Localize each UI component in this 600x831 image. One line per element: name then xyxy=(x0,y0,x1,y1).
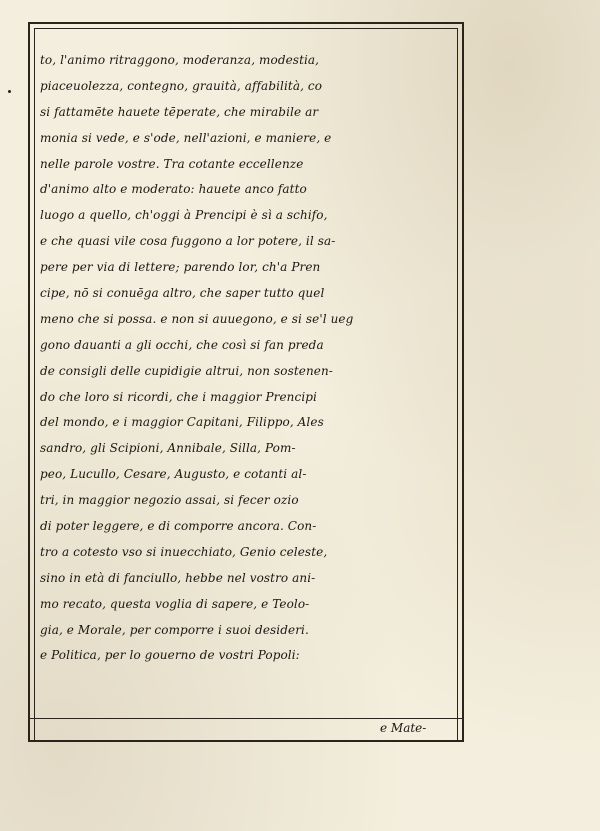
text-bottom-rule xyxy=(28,718,464,719)
text-line: sino in età di fanciullo, hebbe nel vostro ani- xyxy=(40,570,316,585)
frame-bottom-rule xyxy=(28,740,464,742)
margin-mark xyxy=(8,90,11,93)
text-line: do che loro si ricordi, che i maggior Prencipi xyxy=(40,389,317,404)
text-line: pere per via di lettere; parendo lor, ch'a Pren xyxy=(40,260,321,275)
text-block xyxy=(40,48,460,669)
text-line: cipe, nō si conuēga altro, che saper tutto quel xyxy=(40,286,325,301)
text-line: del mondo, e i maggior Capitani, Filippo, Ales xyxy=(40,415,324,430)
text-line: e che quasi vile cosa fuggono a lor potere, il sa- xyxy=(40,234,336,249)
text-line: gono dauanti a gli occhi, che così si fan preda xyxy=(40,337,324,352)
text-line: tri, in maggior negozio assai, si fecer ozio xyxy=(40,493,299,508)
catchword: e Mate- xyxy=(380,721,427,735)
text-line: luogo a quello, ch'oggi à Prencipi è sì a schifo, xyxy=(40,208,328,223)
text-line: di poter leggere, e di comporre ancora. Con- xyxy=(40,519,317,534)
text-line: sandro, gli Scipioni, Annibale, Silla, Pom- xyxy=(40,441,296,456)
text-line: piaceuolezza, contegno, grauità, affabilità, co xyxy=(40,78,323,93)
text-line: de consigli delle cupidigie altrui, non sostenen- xyxy=(40,363,333,378)
text-line: peo, Lucullo, Cesare, Augusto, e cotanti al- xyxy=(40,467,307,482)
text-line: si fattamēte hauete tēperate, che mirabile ar xyxy=(40,104,319,119)
text-line: mo recato, questa voglia di sapere, e Teolo- xyxy=(40,596,310,611)
text-line: e Politica, per lo gouerno de vostri Popoli: xyxy=(40,648,300,663)
text-line: nelle parole vostre. Tra cotante eccellenze xyxy=(40,156,304,171)
text-line: tro a cotesto vso si inuecchiato, Genio celeste, xyxy=(40,544,328,559)
text-line: d'animo alto e moderato: hauete anco fatto xyxy=(40,182,307,197)
text-line: to, l'animo ritraggono, moderanza, modestia, xyxy=(40,53,320,67)
text-line: monia si vede, e s'ode, nell'azioni, e maniere, e xyxy=(40,130,332,145)
text-line: gia, e Morale, per comporre i suoi desideri. xyxy=(40,622,309,637)
text-line: meno che si possa. e non si auuegono, e si se'l ueg xyxy=(40,311,354,326)
